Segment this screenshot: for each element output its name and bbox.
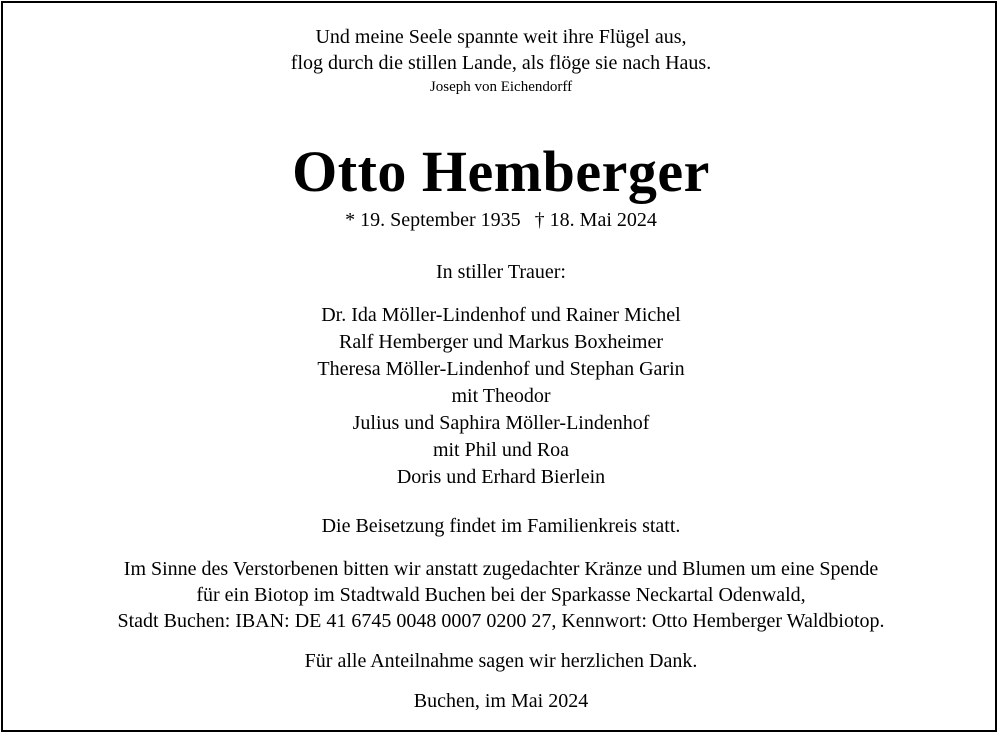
deceased-name: Otto Hemberger — [292, 139, 710, 204]
life-dates — [3, 210, 999, 230]
mourner-line: Julius und Saphira Möller-Lindenhof — [352, 412, 650, 434]
poem-line-2: flog durch die stillen Lande, als flöge sie nach Haus. — [290, 52, 712, 74]
birth-date: * 19. September 1935 — [345, 209, 521, 231]
mourner-line: mit Phil und Roa — [432, 439, 570, 461]
mourner-line: mit Theodor — [451, 385, 551, 407]
donation-line-3: Stadt Buchen: IBAN: DE 41 6745 0048 0007 0200 27, Kennwort: Otto Hemberger Waldbiotop. — [117, 610, 885, 632]
obituary-notice — [1, 1, 997, 732]
poem-author: Joseph von Eichendorff — [429, 79, 573, 95]
mourner-line: Doris und Erhard Bierlein — [396, 466, 606, 488]
mourner-line: Ralf Hemberger und Markus Boxheimer — [339, 331, 663, 353]
place-and-date: Buchen, im Mai 2024 — [413, 690, 589, 712]
donation-line-2: für ein Biotop im Stadtwald Buchen bei der Sparkasse Neckartal Odenwald, — [196, 584, 806, 606]
mourner-line: Dr. Ida Möller-Lindenhof und Rainer Michel — [321, 304, 681, 326]
mourner-line: Theresa Möller-Lindenhof und Stephan Garin — [317, 358, 685, 380]
death-date: † 18. Mai 2024 — [534, 209, 657, 231]
funeral-note: Die Beisetzung findet im Familienkreis statt. — [321, 515, 681, 537]
poem-line-1: Und meine Seele spannte weit ihre Flügel aus, — [315, 26, 687, 48]
donation-line-1: Im Sinne des Verstorbenen bitten wir anstatt zugedachter Kränze und Blumen um eine Spende — [123, 558, 879, 580]
mourning-heading: In stiller Trauer: — [436, 261, 566, 283]
thanks-note: Für alle Anteilnahme sagen wir herzlichen Dank. — [304, 650, 698, 672]
